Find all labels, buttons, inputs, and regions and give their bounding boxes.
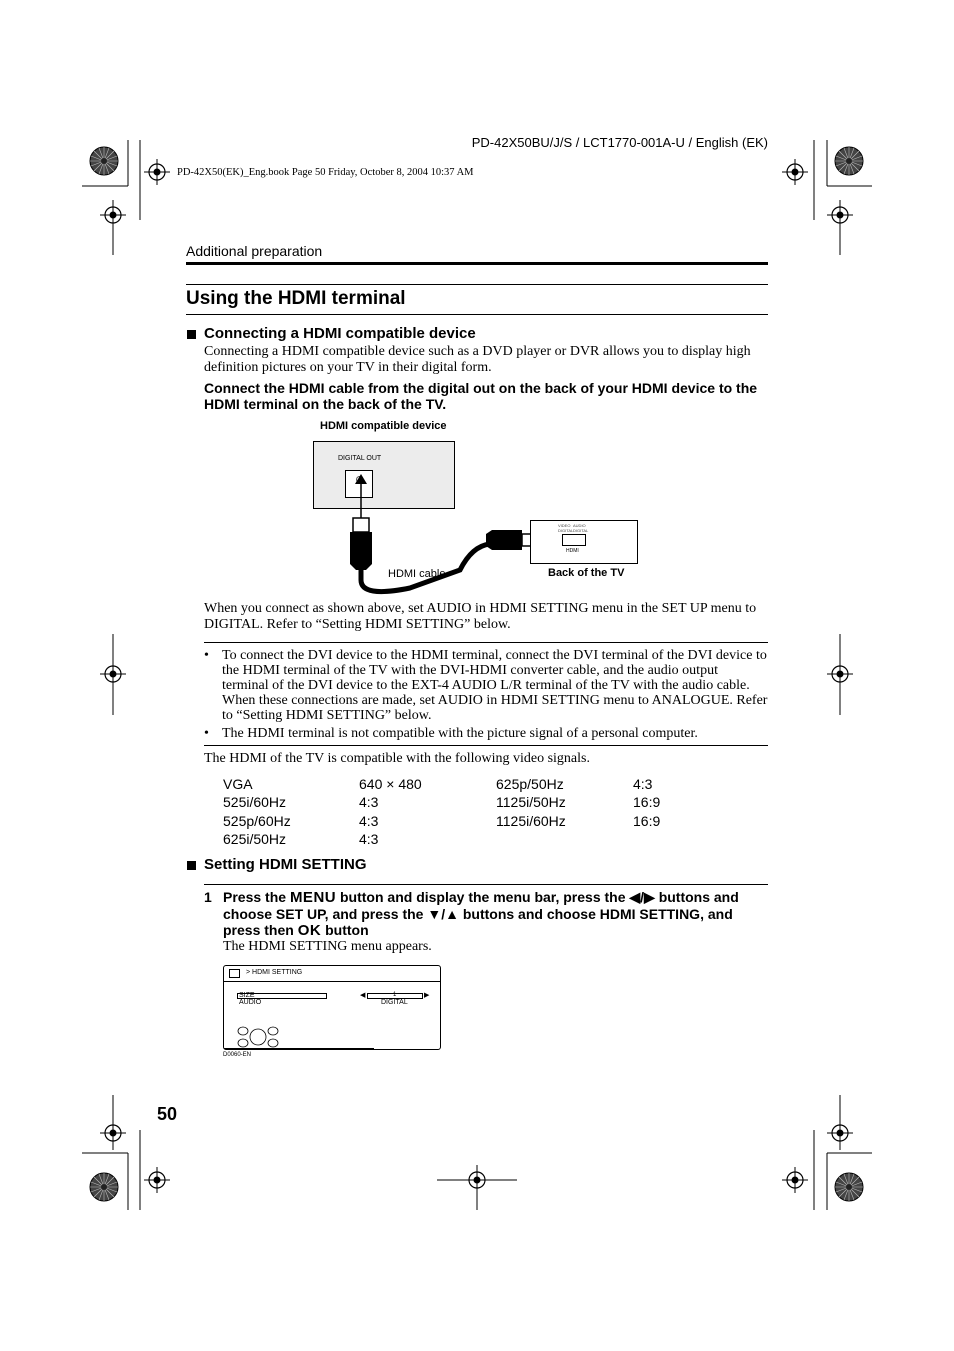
doc-code: PD-42X50BU/J/S / LCT1770-001A-U / English (EK) [471, 135, 768, 150]
signal-name: 625p/50Hz [496, 776, 564, 792]
signal-name: 625i/50Hz [223, 831, 287, 847]
tv-port-name: HDMI [566, 548, 579, 554]
menu-row-audio-label: AUDIO [239, 999, 262, 1006]
step-text-a: Press the [223, 889, 290, 905]
connector-plug-left [353, 518, 369, 532]
step-text-c: button [321, 922, 369, 938]
title-top-rule [186, 284, 768, 285]
note-text: The HDMI terminal is not compatible with the picture signal of a personal computer. [222, 726, 698, 741]
tv-label: Back of the TV [548, 567, 625, 579]
connecting-intro: Connecting a HDMI compatible device such as a DVD player or DVR allows you to display high definition pictures on your TV in their digital form. [204, 344, 751, 375]
book-info: PD-42X50(EK)_Eng.book Page 50 Friday, October 8, 2004 10:37 AM [177, 167, 474, 178]
signal-aspect: 16:9 [633, 813, 661, 829]
signal-name: 1125i/60Hz [496, 813, 566, 829]
tv-port-video: VIDEO DIGITAL [558, 523, 574, 533]
signal-aspect: 640 × 480 [359, 776, 422, 792]
menu-code: D0060-EN [223, 1052, 252, 1058]
device-arrow-head [355, 474, 367, 484]
device-label: HDMI compatible device [320, 420, 447, 432]
setting-heading: Setting HDMI SETTING [204, 856, 367, 873]
menu-row-size-label: SIZE [239, 992, 255, 999]
tv-port-audio: AUDIO DIGITAL [573, 523, 589, 533]
header-rule [186, 262, 768, 265]
signal-name: 525p/60Hz [223, 813, 291, 829]
right-arrow-icon: ▶ [424, 992, 430, 999]
connecting-heading: Connecting a HDMI compatible device [204, 325, 476, 342]
menu-key-label: MENU [289, 889, 337, 906]
signal-aspect: 4:3 [633, 776, 653, 792]
signal-aspect: 4:3 [359, 813, 379, 829]
step-number: 1 [204, 889, 212, 905]
note-text: To connect the DVI device to the HDMI terminal, connect the DVI terminal of the DVI device to the HDMI terminal of the TV with the DVI-HDMI converter cable, and the audio output terminal of the DVI device to the EXT-4 AUDIO L/R terminal of the TV with the audio cable. When these connections are made, set AUDIO in HDMI SETTING menu to ANALOGUE. Refer to “Setting HDMI SETTING” below. [222, 648, 768, 723]
signal-name: VGA [223, 776, 253, 792]
step-result: The HDMI SETTING menu appears. [223, 939, 432, 954]
left-arrow-icon: ◀ [360, 992, 366, 999]
bullet-square-2 [187, 861, 196, 870]
connecting-instruction: Connect the HDMI cable from the digital out on the back of your HDMI device to the HDMI terminal on the back of the TV. [204, 380, 758, 412]
signal-aspect: 16:9 [633, 794, 661, 810]
page-number: 50 [157, 1104, 178, 1124]
after-diagram-text: When you connect as shown above, set AUDIO in HDMI SETTING menu in the SET UP menu to DIGITAL. Refer to “Setting HDMI SETTING” below. [204, 601, 757, 632]
tv-hdmi-port [562, 534, 586, 546]
menu-bottom-rule [224, 1048, 374, 1049]
signal-name: 525i/60Hz [223, 794, 287, 810]
cable-label: HDMI cable [388, 568, 446, 580]
step-text-b: button and display the menu bar, press the ◀/▶ buttons and choose SET UP, and press the ▼/▲ buttons and choose HDMI SETTING, and press then [223, 889, 739, 938]
ok-key-label: OK [297, 922, 322, 939]
digital-out-label: DIGITAL OUT [338, 455, 382, 462]
menu-header-rule [224, 981, 440, 982]
signals-intro: The HDMI of the TV is compatible with the following video signals. [204, 751, 590, 766]
setting-rule [204, 884, 768, 885]
menu-path: > HDMI SETTING [246, 969, 303, 976]
menu-row-size-value: 1 [393, 992, 397, 998]
bullet-dot: • [204, 726, 209, 741]
bullet-dot: • [204, 648, 209, 663]
section-label: Additional preparation [186, 243, 323, 259]
signal-name: 1125i/50Hz [496, 794, 566, 810]
signal-aspect: 4:3 [359, 794, 379, 810]
signal-aspect: 4:3 [359, 831, 379, 847]
bullet-square-1 [187, 330, 196, 339]
title-bottom-rule [186, 314, 768, 315]
notes-bottom-rule [204, 745, 768, 746]
connector-body-right [486, 530, 522, 550]
page-title: Using the HDMI terminal [186, 288, 406, 309]
connector-body-left [350, 532, 372, 570]
step-text [223, 889, 768, 939]
menu-row-audio-value: DIGITAL [381, 999, 408, 1006]
notes-top-rule [204, 642, 768, 643]
remote-keys-icon [235, 1025, 281, 1049]
setup-icon [229, 969, 240, 978]
